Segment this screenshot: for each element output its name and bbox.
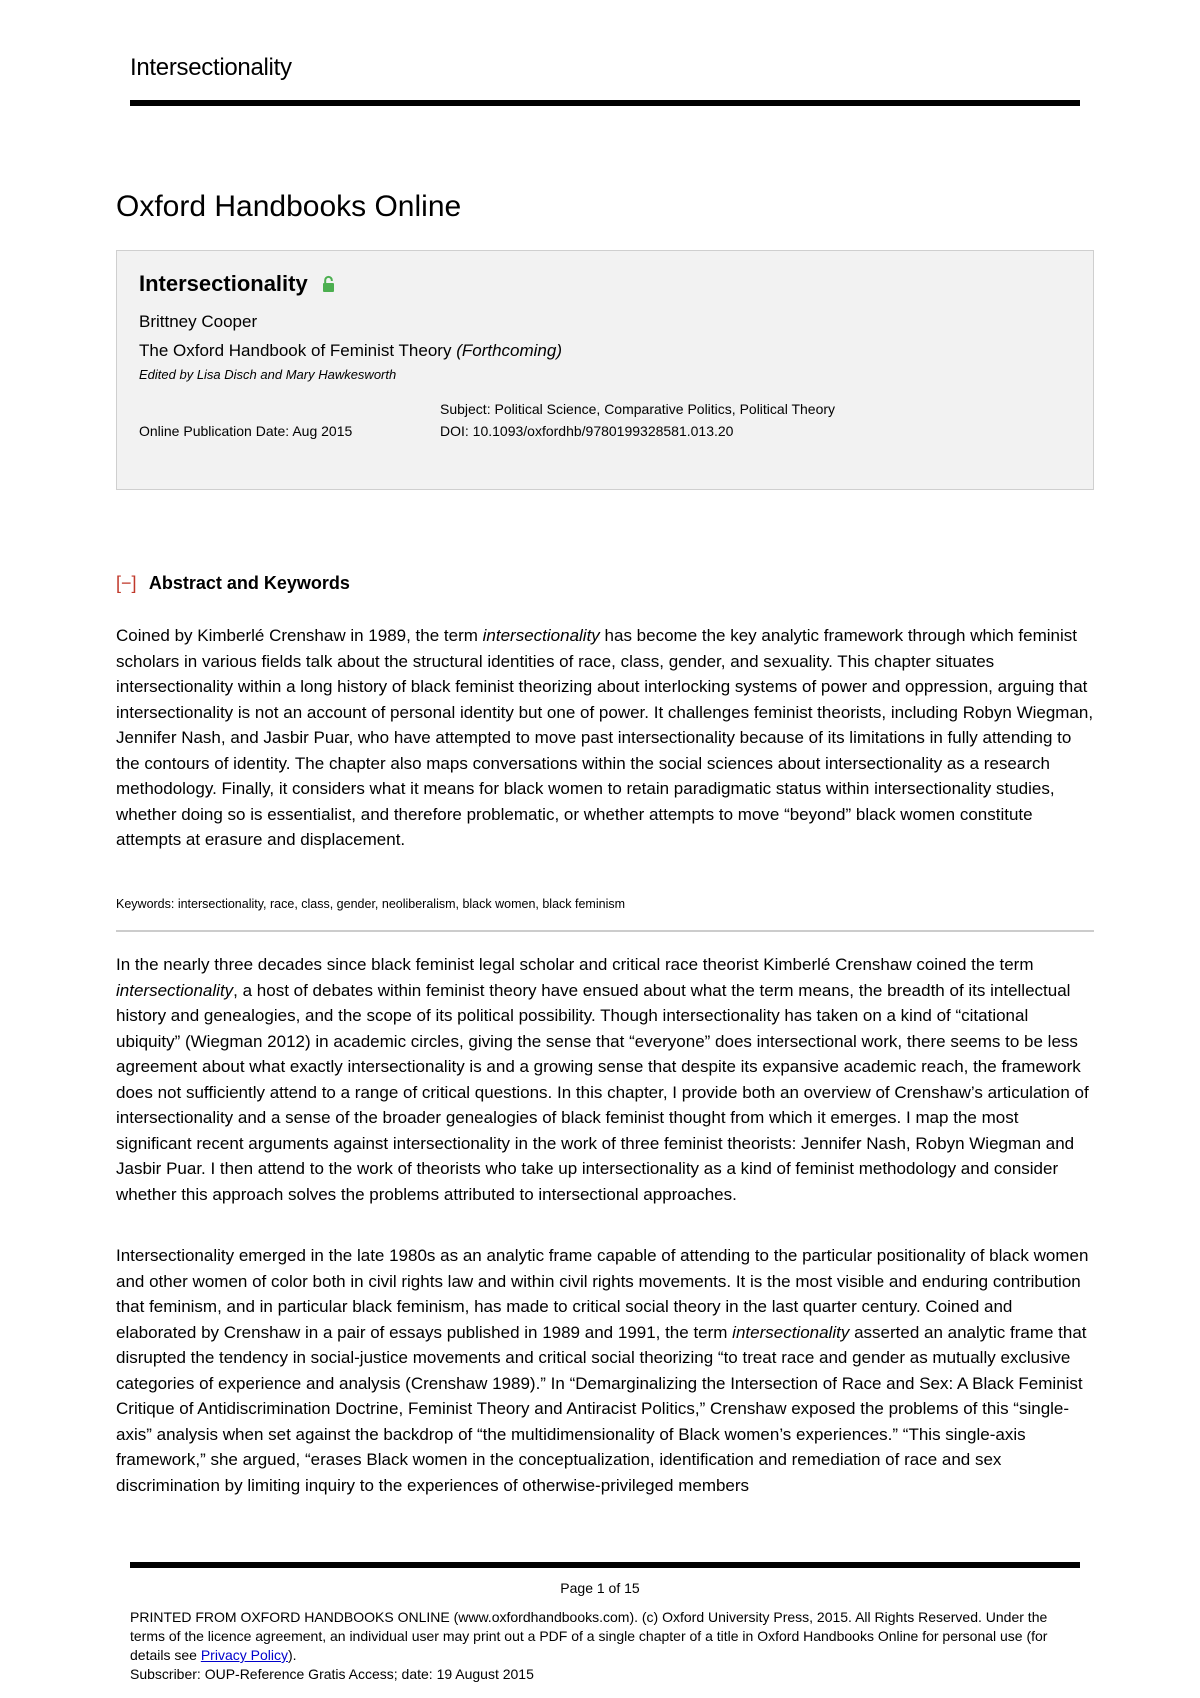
collapse-toggle[interactable]: [−] bbox=[116, 573, 137, 593]
subject: Subject: Political Science, Comparative Politics, Political Theory bbox=[440, 401, 836, 417]
site-title: Oxford Handbooks Online bbox=[116, 190, 462, 223]
book-status: (Forthcoming) bbox=[456, 341, 562, 360]
subscriber-info: Subscriber: OUP-Reference Gratis Access; date: 19 August 2015 bbox=[130, 1666, 534, 1682]
page-number: Page 1 of 15 bbox=[560, 1580, 640, 1596]
copyright-end: ). bbox=[287, 1647, 297, 1663]
abstract-heading-text: Abstract and Keywords bbox=[148, 573, 350, 593]
body-paragraph-1 bbox=[116, 952, 1096, 1207]
body-paragraph-2 bbox=[116, 1243, 1096, 1498]
chapter-title-text: Intersectionality bbox=[139, 271, 308, 296]
running-head-title: Intersectionality bbox=[130, 54, 292, 81]
body-p1-term: intersectionality bbox=[116, 980, 234, 1000]
copyright-text: PRINTED FROM OXFORD HANDBOOKS ONLINE (www.oxfordhandbooks.com). (c) Oxford University Press, 2015. All Rights Reserved. Under the terms of the licence agreement, an individual user may print out a PDF of a single chapter of a title in Oxford Handbooks Online for personal use (for details see bbox=[130, 1609, 1048, 1663]
editors: Edited by Lisa Disch and Mary Hawkesworth bbox=[139, 367, 397, 382]
body-p2-text-1: Intersectionality emerged in the late 1980s as an analytic frame capable of attending to the particular positionality of black women and other women of color both in civil rights law and within civil rights movements. It is the most visible and enduring contribution that feminism, and in particular black feminism, has made to critical social theory in the last quarter century. Coined and elaborated by Crenshaw in a pair of essays published in 1989 and 1991, the term bbox=[116, 1246, 1089, 1342]
online-publication-date: Online Publication Date: Aug 2015 bbox=[139, 423, 353, 439]
chapter-info-box bbox=[116, 250, 1094, 490]
keywords: Keywords: intersectionality, race, class, gender, neoliberalism, black women, black feminism bbox=[116, 897, 626, 911]
body-p2-term: intersectionality bbox=[732, 1322, 850, 1342]
abstract-term: intersectionality bbox=[482, 626, 600, 645]
abstract-text-2: has become the key analytic framework through which feminist scholars in various fields talk about the structural identities of race, class, gender, and sexuality. This chapter situates intersectionality within a long history of black feminist theorizing about interlocking systems of power and oppression, arguing that intersectionality is not an account of personal identity but one of power. It challenges feminist theorists, including Robyn Wiegman, Jennifer Nash, and Jasbir Puar, who have attempted to move past intersectionality because of its limitations in fully attending to the contours of identity. The chapter also maps conversations within the social sciences about intersectionality as a research methodology. Finally, it considers what it means for black women to retain paradigmatic status within intersectionality studies, whether doing so is essentialist, and therefore problematic, or whether attempts to move “beyond” black women constitute attempts at erasure and displacement. bbox=[116, 626, 1094, 849]
book-title-text: The Oxford Handbook of Feminist Theory bbox=[139, 341, 452, 360]
doi: DOI: 10.1093/oxfordhb/9780199328581.013.20 bbox=[440, 423, 734, 439]
abstract-heading bbox=[116, 573, 350, 594]
section-divider bbox=[116, 930, 1094, 932]
abstract-paragraph bbox=[116, 623, 1096, 853]
book-title bbox=[139, 341, 562, 361]
author-name: Brittney Cooper bbox=[139, 312, 258, 331]
abstract-text-1: Coined by Kimberlé Crenshaw in 1989, the term bbox=[116, 626, 483, 645]
body-p1-text-2: , a host of debates within feminist theory have ensued about what the term means, the breadth of its intellectual history and genealogies, and the scope of its political possibility. Though intersectionality has taken on a kind of “citational ubiquity” (Wiegman 2012) in academic circles, giving the sense that “everyone” does intersectional work, there seems to be less agreement about what exactly intersectionality is and a growing sense that despite its expansive academic reach, the framework does not sufficiently attend to a range of critical questions. In this chapter, I provide both an overview of Crenshaw’s articulation of intersectionality and a sense of the broader genealogies of black feminist thought from which it emerges. I map the most significant recent arguments against intersectionality in the work of three feminist theorists: Jennifer Nash, Robyn Wiegman and Jasbir Puar. I then attend to the work of theorists who take up intersectionality as a kind of feminist methodology and consider whether this approach solves the problems attributed to intersectional approaches. bbox=[116, 980, 1089, 1204]
body-p1-text-1: In the nearly three decades since black feminist legal scholar and critical race theorist Kimberlé Crenshaw coined the term bbox=[116, 955, 1034, 974]
footer-notice bbox=[130, 1608, 1080, 1684]
body-p2-text-2: asserted an analytic frame that disrupted the tendency in social-justice movements and critical social theorizing “to treat race and gender as mutually exclusive categories of experience and analysis (Crenshaw 1989).” In “Demarginalizing the Intersection of Race and Sex: A Black Feminist Critique of Antidiscrimination Doctrine, Feminist Theory and Antiracist Politics,” Crenshaw exposed the problems of this “single-axis” analysis when set against the backdrop of “the multidimensionality of Black women’s experiences.” “This single-axis framework,” she argued, “erases Black women in the conceptualization, identification and remediation of race and sex discrimination by limiting inquiry to the experiences of otherwise-privileged members bbox=[116, 1322, 1087, 1495]
lock-icon bbox=[322, 273, 335, 299]
privacy-policy-link[interactable]: Privacy Policy bbox=[200, 1647, 288, 1663]
chapter-title bbox=[139, 271, 335, 299]
footer-rule bbox=[130, 1562, 1080, 1568]
header-rule bbox=[130, 100, 1080, 106]
